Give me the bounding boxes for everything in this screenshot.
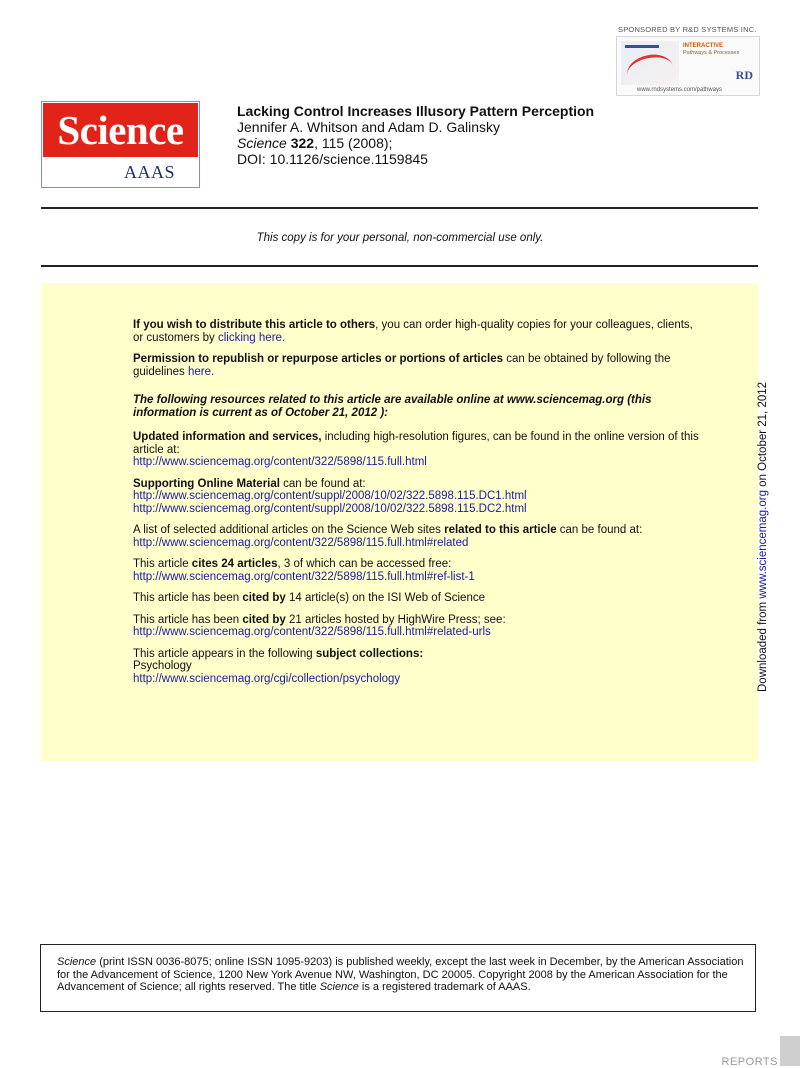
highwire-paragraph	[133, 614, 703, 639]
resources-note: The following resources related to this article are available online at www.sciencemag.org (this information is current as of October 21, 2012 ):	[133, 394, 652, 419]
footer-text-2: is a registered trademark of AAAS.	[358, 981, 531, 993]
guidelines-here-link[interactable]: here.	[187, 365, 215, 378]
divider-bottom	[41, 265, 758, 267]
journal-name: Science	[237, 135, 287, 151]
article-authors: Jennifer A. Whitson and Adam D. Galinsky	[237, 119, 501, 135]
ad-title: INTERACTIVE	[683, 43, 724, 49]
supporting-paragraph	[133, 478, 703, 516]
supporting-text: can be found at:	[279, 477, 366, 490]
section-label: REPORTS	[721, 1056, 778, 1068]
ad-subtitle: Pathways & Processes	[683, 50, 740, 56]
aaas-wordmark: AAAS	[123, 162, 175, 182]
permission-heading: Permission to republish or repurpose articles or portions of articles	[133, 353, 504, 365]
download-stamp	[757, 382, 769, 692]
related-text: A list of selected additional articles on the Science Web sites	[133, 524, 445, 536]
clicking-here-link[interactable]: clicking here.	[218, 331, 286, 344]
highwire-heading: cited by	[242, 613, 286, 626]
isi-heading: cited by	[242, 592, 286, 604]
ad-url[interactable]: www.rndsystems.com/pathways	[637, 87, 723, 93]
supplement-dc2-link[interactable]: http://www.sciencemag.org/content/suppl/2008/10/02/322.5898.115.DC2.html	[133, 502, 527, 515]
ref-list-link[interactable]: http://www.sciencemag.org/content/322/5898/115.full.html#ref-list-1	[133, 570, 475, 583]
cites-text: This article	[133, 558, 192, 570]
sciencemag-link[interactable]: www.sciencemag.org	[757, 490, 769, 599]
supplement-dc1-link[interactable]: http://www.sciencemag.org/content/suppl/2008/10/02/322.5898.115.DC1.html	[133, 490, 527, 502]
footer-journal-2: Science	[319, 981, 359, 993]
related-link[interactable]: http://www.sciencemag.org/content/322/5898/115.full.html#related	[133, 536, 469, 549]
collections-text: This article appears in the following	[133, 647, 316, 660]
download-text: Downloaded from	[757, 598, 769, 692]
ad-brand-logo: RD	[735, 68, 753, 82]
sponsor-ad-banner[interactable]	[616, 36, 760, 96]
info-panel-content	[133, 319, 703, 694]
divider-top	[41, 207, 758, 209]
permission-text: can be obtained by following the guidelines	[133, 353, 671, 378]
article-title: Lacking Control Increases Illusory Pattern Perception	[237, 103, 595, 119]
updated-heading: Updated information and services,	[133, 431, 322, 443]
distribute-paragraph	[133, 319, 703, 344]
footer-journal: Science	[57, 956, 97, 968]
cites-heading: cites 24 articles	[191, 558, 278, 570]
copyright-text	[57, 956, 747, 994]
collections-heading: subject collections:	[315, 647, 424, 660]
isi-paragraph	[133, 592, 703, 605]
updated-paragraph	[133, 431, 703, 469]
distribute-text: , you can order high-quality copies for your colleagues, clients, or customers by	[133, 319, 693, 344]
article-citation	[237, 135, 657, 151]
updated-text: including high-resolution figures, can be found in the online version of this article at:	[133, 431, 699, 456]
related-text-2: can be found at:	[556, 524, 643, 536]
permission-paragraph	[133, 353, 703, 378]
download-date: on October 21, 2012	[757, 381, 769, 491]
science-logo[interactable]	[41, 101, 200, 188]
collection-link[interactable]: http://www.sciencemag.org/cgi/collection/psychology	[133, 672, 401, 685]
collections-paragraph	[133, 648, 703, 686]
distribute-heading: If you wish to distribute this article to others	[133, 319, 376, 331]
related-heading: related to this article	[444, 524, 557, 536]
supporting-heading: Supporting Online Material	[133, 477, 280, 490]
volume: 322	[290, 135, 315, 151]
isi-text: This article has been	[133, 592, 243, 604]
personal-use-notice: This copy is for your personal, non-commercial use only.	[256, 232, 544, 244]
copyright-footer	[40, 944, 756, 1012]
cites-paragraph	[133, 558, 703, 583]
isi-text-2: 14 article(s) on the ISI Web of Science	[285, 592, 485, 604]
ad-artwork	[621, 41, 679, 85]
pages-year: , 115 (2008);	[314, 135, 393, 151]
footer-text: (print ISSN 0036-8075; online ISSN 1095-9203) is published weekly, except the last week in December, by the American Association for the Advancement of Science, 1200 New York Avenue NW, Washington, DC 20005. Copyright 2008 by the American Association for the Advancement of Science; all rights reserved. The title	[57, 956, 744, 993]
highwire-text: This article has been	[133, 613, 243, 626]
science-wordmark: Science	[43, 103, 198, 157]
sponsor-label: SPONSORED BY R&D SYSTEMS INC.	[618, 25, 757, 34]
related-paragraph	[133, 524, 703, 549]
article-header	[237, 103, 657, 167]
related-urls-link[interactable]: http://www.sciencemag.org/content/322/5898/115.full.html#related-urls	[133, 626, 491, 638]
article-doi: DOI: 10.1126/science.1159845	[237, 151, 428, 167]
cites-text-2: , 3 of which can be accessed free:	[277, 558, 452, 570]
page-corner-tab	[780, 1036, 800, 1066]
collection-subject: Psychology	[133, 660, 192, 672]
full-text-link[interactable]: http://www.sciencemag.org/content/322/5898/115.full.html	[133, 456, 427, 468]
highwire-text-2: 21 articles hosted by HighWire Press; see:	[285, 613, 506, 626]
